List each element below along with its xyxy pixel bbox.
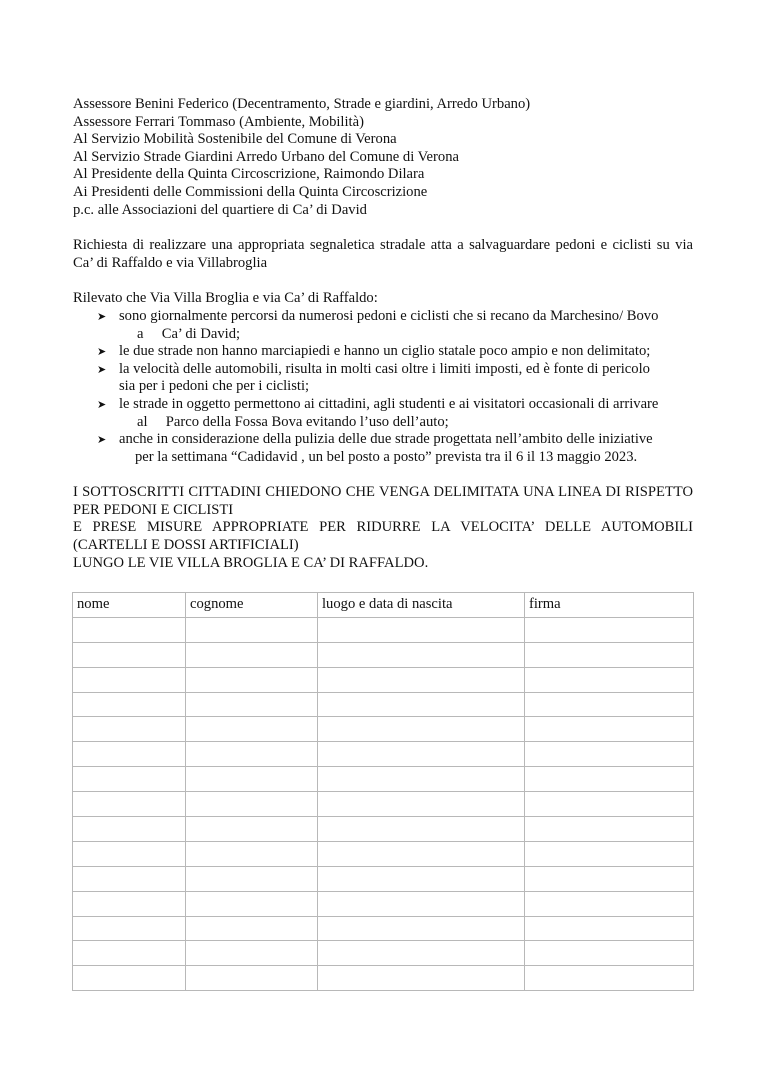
signature-cell[interactable] bbox=[318, 742, 525, 767]
signature-cell[interactable] bbox=[186, 817, 318, 842]
signature-cell[interactable] bbox=[318, 692, 525, 717]
signature-cell[interactable] bbox=[73, 841, 186, 866]
table-row bbox=[73, 667, 694, 692]
list-item: ➤ le due strade non hanno marciapiedi e hanno un ciglio statale poco ampio e non delimitato; bbox=[97, 343, 651, 360]
request-line: E PRESE MISURE APPROPRIATE PER RIDURRE LA VELOCITA’ DELLE AUTOMOBILI (CARTELLI E DOSSI ARTIFICIALI) bbox=[73, 519, 693, 554]
subject-paragraph: Richiesta di realizzare una appropriata segnaletica stradale atta a salvaguardare pedoni e ciclisti su via Ca’ di Raffaldo e via Villabroglia bbox=[73, 237, 693, 271]
arrowhead-bullet-icon: ➤ bbox=[97, 362, 107, 376]
request-line: I SOTTOSCRITTI CITTADINI CHIEDONO CHE VENGA DELIMITATA UNA LINEA DI RISPETTO PER PEDONI E CICLISTI bbox=[73, 484, 693, 518]
table-row bbox=[73, 916, 694, 941]
signature-cell[interactable] bbox=[525, 941, 694, 966]
table-row bbox=[73, 866, 694, 891]
signature-table bbox=[72, 592, 694, 991]
table-row bbox=[73, 742, 694, 767]
header-luogo-data-nascita: luogo e data di nascita bbox=[318, 593, 525, 618]
request-block bbox=[73, 484, 693, 572]
list-item: ➤ sono giornalmente percorsi da numerosi pedoni e ciclisti che si recano da Marchesino/ Bovo a Ca’ di David; bbox=[97, 307, 659, 342]
recipient-line: Al Servizio Mobilità Sostenibile del Comune di Verona bbox=[73, 131, 397, 148]
signature-cell[interactable] bbox=[73, 916, 186, 941]
signature-cell[interactable] bbox=[525, 717, 694, 742]
request-line: LUNGO LE VIE VILLA BROGLIA E CA’ DI RAFFALDO. bbox=[73, 554, 429, 571]
signature-cell[interactable] bbox=[186, 617, 318, 642]
signature-cell[interactable] bbox=[73, 767, 186, 792]
arrowhead-bullet-icon: ➤ bbox=[97, 397, 107, 411]
signature-cell[interactable] bbox=[73, 792, 186, 817]
signature-cell[interactable] bbox=[186, 767, 318, 792]
signature-cell[interactable] bbox=[318, 642, 525, 667]
signature-cell[interactable] bbox=[525, 642, 694, 667]
table-row bbox=[73, 617, 694, 642]
signature-cell[interactable] bbox=[73, 966, 186, 991]
signature-cell[interactable] bbox=[525, 841, 694, 866]
signature-cell[interactable] bbox=[73, 617, 186, 642]
signature-cell[interactable] bbox=[73, 717, 186, 742]
signature-cell[interactable] bbox=[318, 792, 525, 817]
signature-cell[interactable] bbox=[186, 642, 318, 667]
header-firma: firma bbox=[525, 593, 694, 618]
signature-cell[interactable] bbox=[73, 742, 186, 767]
recipient-line: p.c. alle Associazioni del quartiere di Ca’ di David bbox=[73, 201, 367, 218]
signature-cell[interactable] bbox=[525, 742, 694, 767]
table-row bbox=[73, 817, 694, 842]
recipient-line: Assessore Ferrari Tommaso (Ambiente, Mobilità) bbox=[73, 113, 364, 130]
signature-cell[interactable] bbox=[186, 891, 318, 916]
signature-cell[interactable] bbox=[525, 692, 694, 717]
table-row bbox=[73, 792, 694, 817]
signature-cell[interactable] bbox=[318, 717, 525, 742]
recipient-list bbox=[73, 96, 693, 219]
signature-cell[interactable] bbox=[73, 817, 186, 842]
points-list bbox=[73, 308, 693, 466]
table-row bbox=[73, 966, 694, 991]
signature-cell[interactable] bbox=[186, 792, 318, 817]
signature-cell[interactable] bbox=[318, 966, 525, 991]
signature-cell[interactable] bbox=[525, 667, 694, 692]
signature-cell[interactable] bbox=[318, 866, 525, 891]
signature-cell[interactable] bbox=[525, 966, 694, 991]
recipient-line: Ai Presidenti delle Commissioni della Quinta Circoscrizione bbox=[73, 183, 428, 200]
signature-cell[interactable] bbox=[318, 817, 525, 842]
signature-cell[interactable] bbox=[525, 792, 694, 817]
table-row bbox=[73, 941, 694, 966]
arrowhead-bullet-icon: ➤ bbox=[97, 433, 107, 447]
signature-cell[interactable] bbox=[73, 866, 186, 891]
table-row bbox=[73, 642, 694, 667]
list-item: ➤ la velocità delle automobili, risulta in molti casi oltre i limiti imposti, ed è fonte di pericolo sia per i pedoni che per i ciclisti; bbox=[97, 360, 650, 395]
signature-cell[interactable] bbox=[318, 916, 525, 941]
signature-cell[interactable] bbox=[318, 767, 525, 792]
recipient-line: Al Servizio Strade Giardini Arredo Urbano del Comune di Verona bbox=[73, 148, 459, 165]
header-cognome: cognome bbox=[186, 593, 318, 618]
signature-cell[interactable] bbox=[73, 941, 186, 966]
signature-cell[interactable] bbox=[525, 916, 694, 941]
arrowhead-bullet-icon: ➤ bbox=[97, 345, 107, 359]
signature-cell[interactable] bbox=[318, 841, 525, 866]
signature-cell[interactable] bbox=[186, 667, 318, 692]
signature-cell[interactable] bbox=[318, 891, 525, 916]
table-row bbox=[73, 717, 694, 742]
signature-cell[interactable] bbox=[525, 866, 694, 891]
table-row bbox=[73, 767, 694, 792]
signature-cell[interactable] bbox=[73, 692, 186, 717]
signature-cell[interactable] bbox=[186, 966, 318, 991]
signature-cell[interactable] bbox=[186, 692, 318, 717]
list-item: ➤ le strade in oggetto permettono ai cittadini, agli studenti e ai visitatori occasionali di arrivare al Parco della Fossa Bova evitando l’uso dell’auto; bbox=[97, 395, 659, 430]
signature-cell[interactable] bbox=[186, 841, 318, 866]
signature-cell[interactable] bbox=[318, 941, 525, 966]
signature-cell[interactable] bbox=[73, 642, 186, 667]
signature-cell[interactable] bbox=[73, 891, 186, 916]
signature-cell[interactable] bbox=[318, 617, 525, 642]
signature-cell[interactable] bbox=[186, 941, 318, 966]
recipient-line: Assessore Benini Federico (Decentramento, Strade e giardini, Arredo Urbano) bbox=[73, 96, 531, 112]
signature-cell[interactable] bbox=[525, 767, 694, 792]
signature-cell[interactable] bbox=[318, 667, 525, 692]
signature-cell[interactable] bbox=[525, 617, 694, 642]
signature-cell[interactable] bbox=[186, 866, 318, 891]
intro-line: Rilevato che Via Villa Broglia e via Ca’ di Raffaldo: bbox=[73, 290, 378, 307]
arrowhead-bullet-icon: ➤ bbox=[97, 309, 107, 323]
signature-cell[interactable] bbox=[186, 717, 318, 742]
table-row bbox=[73, 891, 694, 916]
signature-cell[interactable] bbox=[525, 817, 694, 842]
signature-cell[interactable] bbox=[186, 916, 318, 941]
signature-cell[interactable] bbox=[73, 667, 186, 692]
header-nome: nome bbox=[73, 593, 186, 618]
list-item: ➤ anche in considerazione della pulizia delle due strade progettata nell’ambito delle iniziative per la settimana “Cadidavid , un bel posto a posto” prevista tra il 6 il 13 maggio 2023. bbox=[97, 431, 653, 465]
table-row bbox=[73, 841, 694, 866]
signature-cell[interactable] bbox=[186, 742, 318, 767]
table-header-row bbox=[73, 593, 694, 618]
recipient-line: Al Presidente della Quinta Circoscrizione, Raimondo Dilara bbox=[73, 166, 425, 183]
document-body bbox=[73, 96, 693, 572]
table-row bbox=[73, 692, 694, 717]
signature-cell[interactable] bbox=[525, 891, 694, 916]
